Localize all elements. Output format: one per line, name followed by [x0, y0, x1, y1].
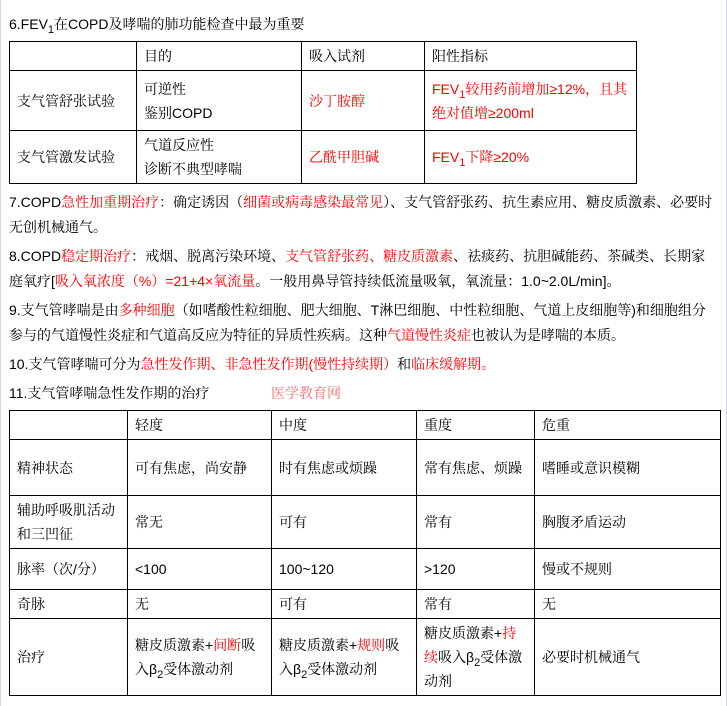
table-header-cell-critical: 危重 — [535, 411, 721, 440]
table-cell: 气道反应性 诊断不典型哮喘 — [137, 131, 302, 184]
row-label-cell: 辅助呼吸肌活动 和三凹征 — [10, 496, 128, 549]
asthma-severity-table — [9, 410, 721, 696]
paragraph-asthma-stages: 10.支气管哮喘可分为急性发作期、非急性发作期(慢性持续期）和临床缓解期。 — [9, 356, 496, 372]
row-label-cell: 精神状态 — [10, 440, 128, 496]
table-row-mental-state — [10, 440, 721, 496]
table-cell: 无 — [535, 590, 721, 619]
table-header-cell-empty — [10, 411, 128, 440]
table-header-cell-empty — [10, 42, 137, 71]
table-cell: 常有 — [417, 590, 535, 619]
row-label-cell: 治疗 — [10, 619, 128, 696]
table-header-cell-reagent: 吸入试剂 — [302, 42, 425, 71]
table-cell: 无 — [128, 590, 272, 619]
table-header-row — [10, 42, 637, 71]
heading-fev1: $6.FEV_1$在COPD及哮喘的肺功能检查中最为重要 — [9, 16, 305, 36]
table-header-cell-indicator: 阳性指标 — [425, 42, 637, 71]
table-cell: 可有 — [272, 590, 417, 619]
table-row-accessory-muscles — [10, 496, 721, 549]
row-label-cell: 奇脉 — [10, 590, 128, 619]
table-cell: 胸腹矛盾运动 — [535, 496, 721, 549]
fev1-test-table — [9, 41, 637, 184]
heading-asthma-acute-treatment: 11.支气管哮喘急性发作期的治疗 — [9, 385, 210, 401]
table-row-dilation-test — [10, 71, 637, 131]
table-cell: 乙酰甲胆碱 — [302, 131, 425, 184]
table-header-cell-mild: 轻度 — [128, 411, 272, 440]
table-cell: 沙丁胺醇 — [302, 71, 425, 131]
table-cell: 可有焦虑，尚安静 — [128, 440, 272, 496]
paragraph-copd-stable-treatment: 8.COPD稳定期治疗：戒烟、脱离污染环境、支气管舒张药、糖皮质激素、祛痰药、抗胆碱能药、茶碱类、长期家庭氧疗[吸入氧浓度（%）=21+4×氧流量。一般用鼻导管持续低流量吸氧，氧流量：1.0~2.0L/min]。 — [9, 248, 706, 289]
table-cell: 糖皮质激素+规则吸入$\beta_2$受体激动剂 — [272, 619, 417, 696]
table-cell: 时有焦虑或烦躁 — [272, 440, 417, 496]
paragraph-asthma-definition: 9.支气管哮喘是由多种细胞（如嗜酸性粒细胞、肥大细胞、T淋巴细胞、中性粒细胞、气道上皮细胞等)和细胞组分参与的气道慢性炎症和气道高反应为特征的异质性疾病。这种气道慢性炎症也被认为是哮喘的本质。 — [9, 302, 706, 343]
table-cell: 可逆性 鉴别COPD — [137, 71, 302, 131]
table-cell: 糖皮质激素+持续吸入$\beta_2$受体激动剂 — [417, 619, 535, 696]
table-row-pulsus-paradoxus — [10, 590, 721, 619]
watermark-med-edu-net: 医学教育网 — [271, 385, 341, 401]
table-cell: 常有焦虑、烦躁 — [417, 440, 535, 496]
table-cell: 常有 — [417, 496, 535, 549]
table-cell: 常无 — [128, 496, 272, 549]
table-cell: >120 — [417, 549, 535, 590]
table-cell: <100 — [128, 549, 272, 590]
table-header-cell-severe: 重度 — [417, 411, 535, 440]
row-label-cell: 脉率（次/分） — [10, 549, 128, 590]
table-row-treatment — [10, 619, 721, 696]
table-cell: 必要时机械通气 — [535, 619, 721, 696]
table-header-cell-moderate: 中度 — [272, 411, 417, 440]
table-cell: $FEV_1$较用药前增加≥12%，且其绝对值增≥200ml — [425, 71, 637, 131]
table-header-row — [10, 411, 721, 440]
table-cell: 嗜睡或意识模糊 — [535, 440, 721, 496]
heading-asthma-acute-treatment-row — [9, 381, 719, 406]
row-label-cell: 支气管激发试验 — [10, 131, 137, 184]
table-row-pulse-rate — [10, 549, 721, 590]
table-cell: 糖皮质激素+间断吸入$\beta_2$受体激动剂 — [128, 619, 272, 696]
row-label-cell: 支气管舒张试验 — [10, 71, 137, 131]
table-cell: 慢或不规则 — [535, 549, 721, 590]
paragraph-copd-acute-treatment: 7.COPD急性加重期治疗：确定诱因（细菌或病毒感染最常见）、支气管舒张药、抗生素应用、糖皮质激素、必要时无创机械通气。 — [9, 194, 713, 235]
table-cell: $FEV_1$下降≥20% — [425, 131, 637, 184]
table-cell: 可有 — [272, 496, 417, 549]
table-row-provocation-test — [10, 131, 637, 184]
table-cell: 100~120 — [272, 549, 417, 590]
table-header-cell-purpose: 目的 — [137, 42, 302, 71]
